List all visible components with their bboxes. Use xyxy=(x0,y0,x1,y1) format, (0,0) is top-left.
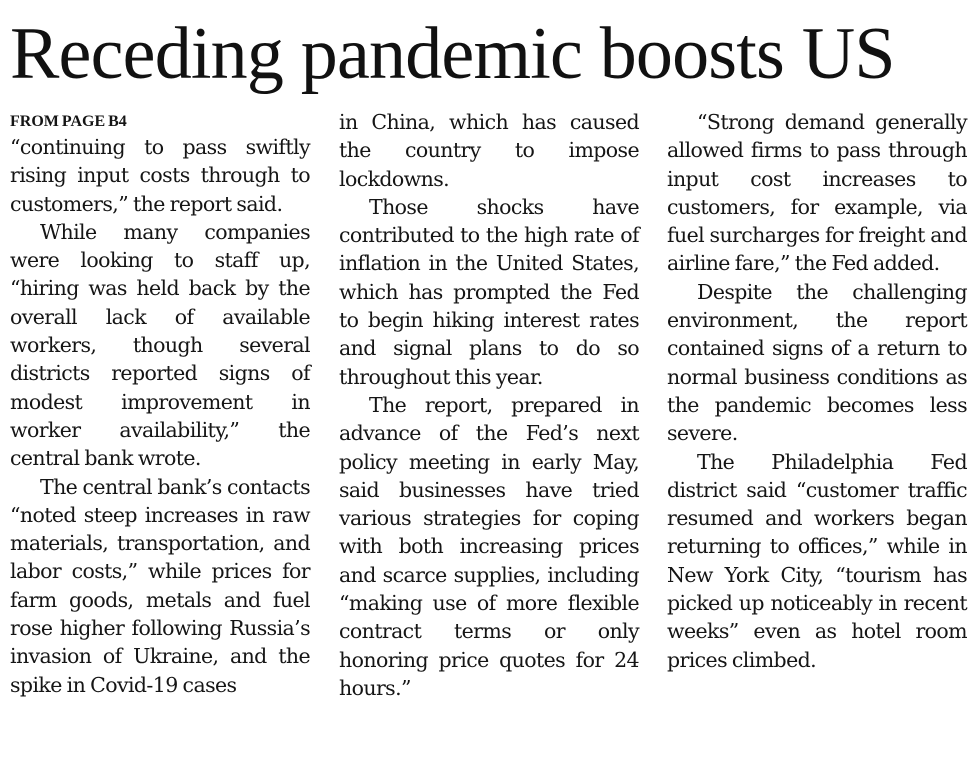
paragraph: Those shocks have contributed to the high rate of inflation in the United States, which has prompted the Fed to begin hiking interest rates and signal plans to do so throughout this year. xyxy=(339,194,639,389)
paragraph: The report, prepared in advance of the Fed’s next policy meeting in early May, said businesses have tried various strategies for coping with both increasing prices and scarce supplies, including “making use of more flexible contract terms or only honoring price quotes for 24 hours.” xyxy=(339,392,639,700)
paragraph: in China, which has caused the country to impose lockdowns. xyxy=(339,110,639,191)
paragraph: While many companies were looking to staff up, “hiring was held back by the overall lack of available workers, though several districts reported signs of modest improvement in worker availability,” the central bank wrote. xyxy=(10,219,310,471)
headline: Receding pandemic boosts US xyxy=(10,13,895,95)
paragraph: The central bank’s contacts “noted steep increases in raw materials, transportation, and labor costs,” while prices for farm goods, metals and fuel rose higher following Russia’s invasion of Ukraine, and the spike in Covid-19 cases xyxy=(10,474,310,697)
article-column-3 xyxy=(667,108,967,674)
paragraph: “continuing to pass swiftly rising input costs through to customers,” the report said. xyxy=(10,135,310,216)
paragraph: “Strong demand generally allowed firms to pass through input cost increases to customers, for example, via fuel surcharges for freight and airline fare,” the Fed added. xyxy=(667,110,967,276)
article-column-2 xyxy=(339,108,639,702)
article-column-1 xyxy=(10,108,310,699)
jump-line: FROM PAGE B4 xyxy=(10,113,127,130)
paragraph: The Philadelphia Fed district said “customer traffic resumed and workers began returning to offices,” while in New York City, “tourism has picked up noticeably in recent weeks” even as hotel room prices climbed. xyxy=(667,449,967,672)
paragraph: Despite the challenging environment, the report contained signs of a return to normal business conditions as the pandemic becomes less severe. xyxy=(667,279,967,446)
